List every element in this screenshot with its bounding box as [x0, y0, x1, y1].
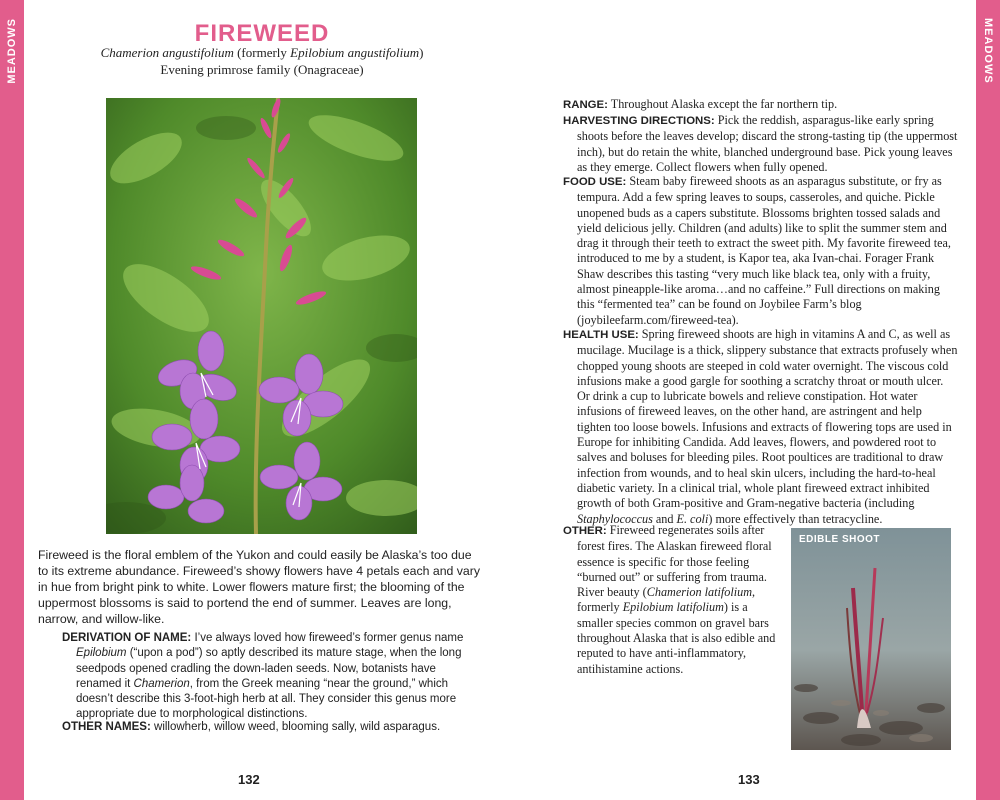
section-tab-label: MEADOWS	[6, 18, 18, 84]
range-heading: RANGE:	[563, 99, 608, 111]
derivation-of-name: DERIVATION OF NAME: I’ve always loved how fireweed’s former genus name Epilobium (“upon a pod”) so aptly described its mature stage, when the long seedpods opened cradling the down-laden seeds. Now, botanists have renamed it Chamerion, from the Greek meaning “near the ground,” which doesn’t describe this 3-foot-high herb at all. They consider this genus more appropriate due to morphological distinctions.	[62, 632, 464, 721]
plant-title: FIREWEED	[194, 20, 330, 47]
food-use-heading: FOOD USE:	[563, 176, 627, 188]
left-page	[24, 0, 500, 800]
harvesting-section: HARVESTING DIRECTIONS: Pick the reddish, asparagus-like early spring shoots before the leaves develop; discard the strong-tasting tip (the uppermost inch), but do retain the white, blanched underground base. Pick young leaves as they emerge. Collect flowers when fully opened.	[563, 113, 958, 174]
fireweed-flower-photo	[106, 98, 417, 534]
other-names: OTHER NAMES: willowherb, willow weed, blooming sally, wild asparagus.	[62, 721, 441, 733]
other-names-heading: OTHER NAMES:	[62, 721, 151, 733]
derivation-heading: DERIVATION OF NAME:	[62, 632, 192, 644]
page-number: 132	[238, 772, 260, 787]
section-tab-right	[976, 0, 1000, 800]
section-tab-left	[0, 0, 24, 800]
scientific-name: Chamerion angustifolium (formerly Epilobium angustifolium)	[100, 45, 424, 60]
harvesting-heading: HARVESTING DIRECTIONS:	[563, 115, 715, 127]
right-page	[500, 0, 976, 800]
food-use-section: FOOD USE: Steam baby fireweed shoots as an asparagus substitute, or fry as tempura. Add a few spring leaves to soups, casseroles, and quiche. Pickle unopened buds as a capers substitute. Blossoms brighten tossed salads and yield delicious jelly. Children (and adults) like to split the summer stem and drag it through their teeth to extract the sweet pith. My favorite fireweed tea, introduced to me by a student, is Kapor tea, aka Ivan-chai. Forager Frank Shaw describes this tasting “very much like black tea, only with a fruity, almost pineapple-like aroma…and no caffeine.” Full directions on making this “fermented tea” can be found on Joybilee Farm’s blog (joybileefarm.com/fireweed-tea).	[563, 174, 951, 327]
range-section: RANGE: Throughout Alaska except the far northern tip.	[563, 97, 838, 111]
intro-paragraph: Fireweed is the floral emblem of the Yukon and could easily be Alaska’s too due to its extreme abundance. Fireweed’s showy flowers have 4 petals each and vary in hue from bright pink to white. Lower flowers mature first; the blooming of the uppermost blossoms is said to portend the end of summer. Leaves are long, narrow, and willow-like.	[38, 548, 481, 626]
photo-caption: EDIBLE SHOOT	[799, 534, 881, 545]
section-tab-label: MEADOWS	[982, 18, 994, 84]
health-use-section: HEALTH USE: Spring fireweed shoots are high in vitamins A and C, as well as mucilage. Mucilage is a thick, slippery substance that extracts profusely when chopped young shoots are steeped in cold water overnight. The viscous cold infusions make a good gargle for soothing a scratchy throat or mouth ulcer. Or drink a cup to lubricate bowels and relieve constipation. Hot water infusions of fireweed leaves, on the other hand, are astringent and help tighten too loose bowels. Infusions and extracts of flowering tops are used in Europe for inhibiting Candida. Add leaves, flowers, and powdered root to salves and boluses for bleeding piles. Root poultices are traditional to draw infection from wounds, and to heal skin ulcers, including the hard-to-heal diabetic variety. In a clinical trial, whole plant fireweed extract inhibited growth of both Gram-positive and Gram-negative bacteria (including Staphylococcus and E. coli) more effectively than tetracycline.	[563, 327, 958, 526]
edible-shoot-photo	[791, 528, 951, 750]
health-use-heading: HEALTH USE:	[563, 329, 639, 341]
page-number: 133	[738, 772, 760, 787]
other-heading: OTHER:	[563, 525, 607, 537]
plant-family: Evening primrose family (Onagraceae)	[160, 62, 364, 77]
other-section: OTHER: Fireweed regenerates soils after forest fires. The Alaskan fireweed floral essence is specific for those feeling “burned out” or suffering from trauma. River beauty (Chamerion latifolium, formerly Epilobium latifolium) is a smaller species common on gravel bars throughout Alaska that is also edible and reputed to have anti-inflammatory, antihistamine actions.	[563, 523, 776, 676]
